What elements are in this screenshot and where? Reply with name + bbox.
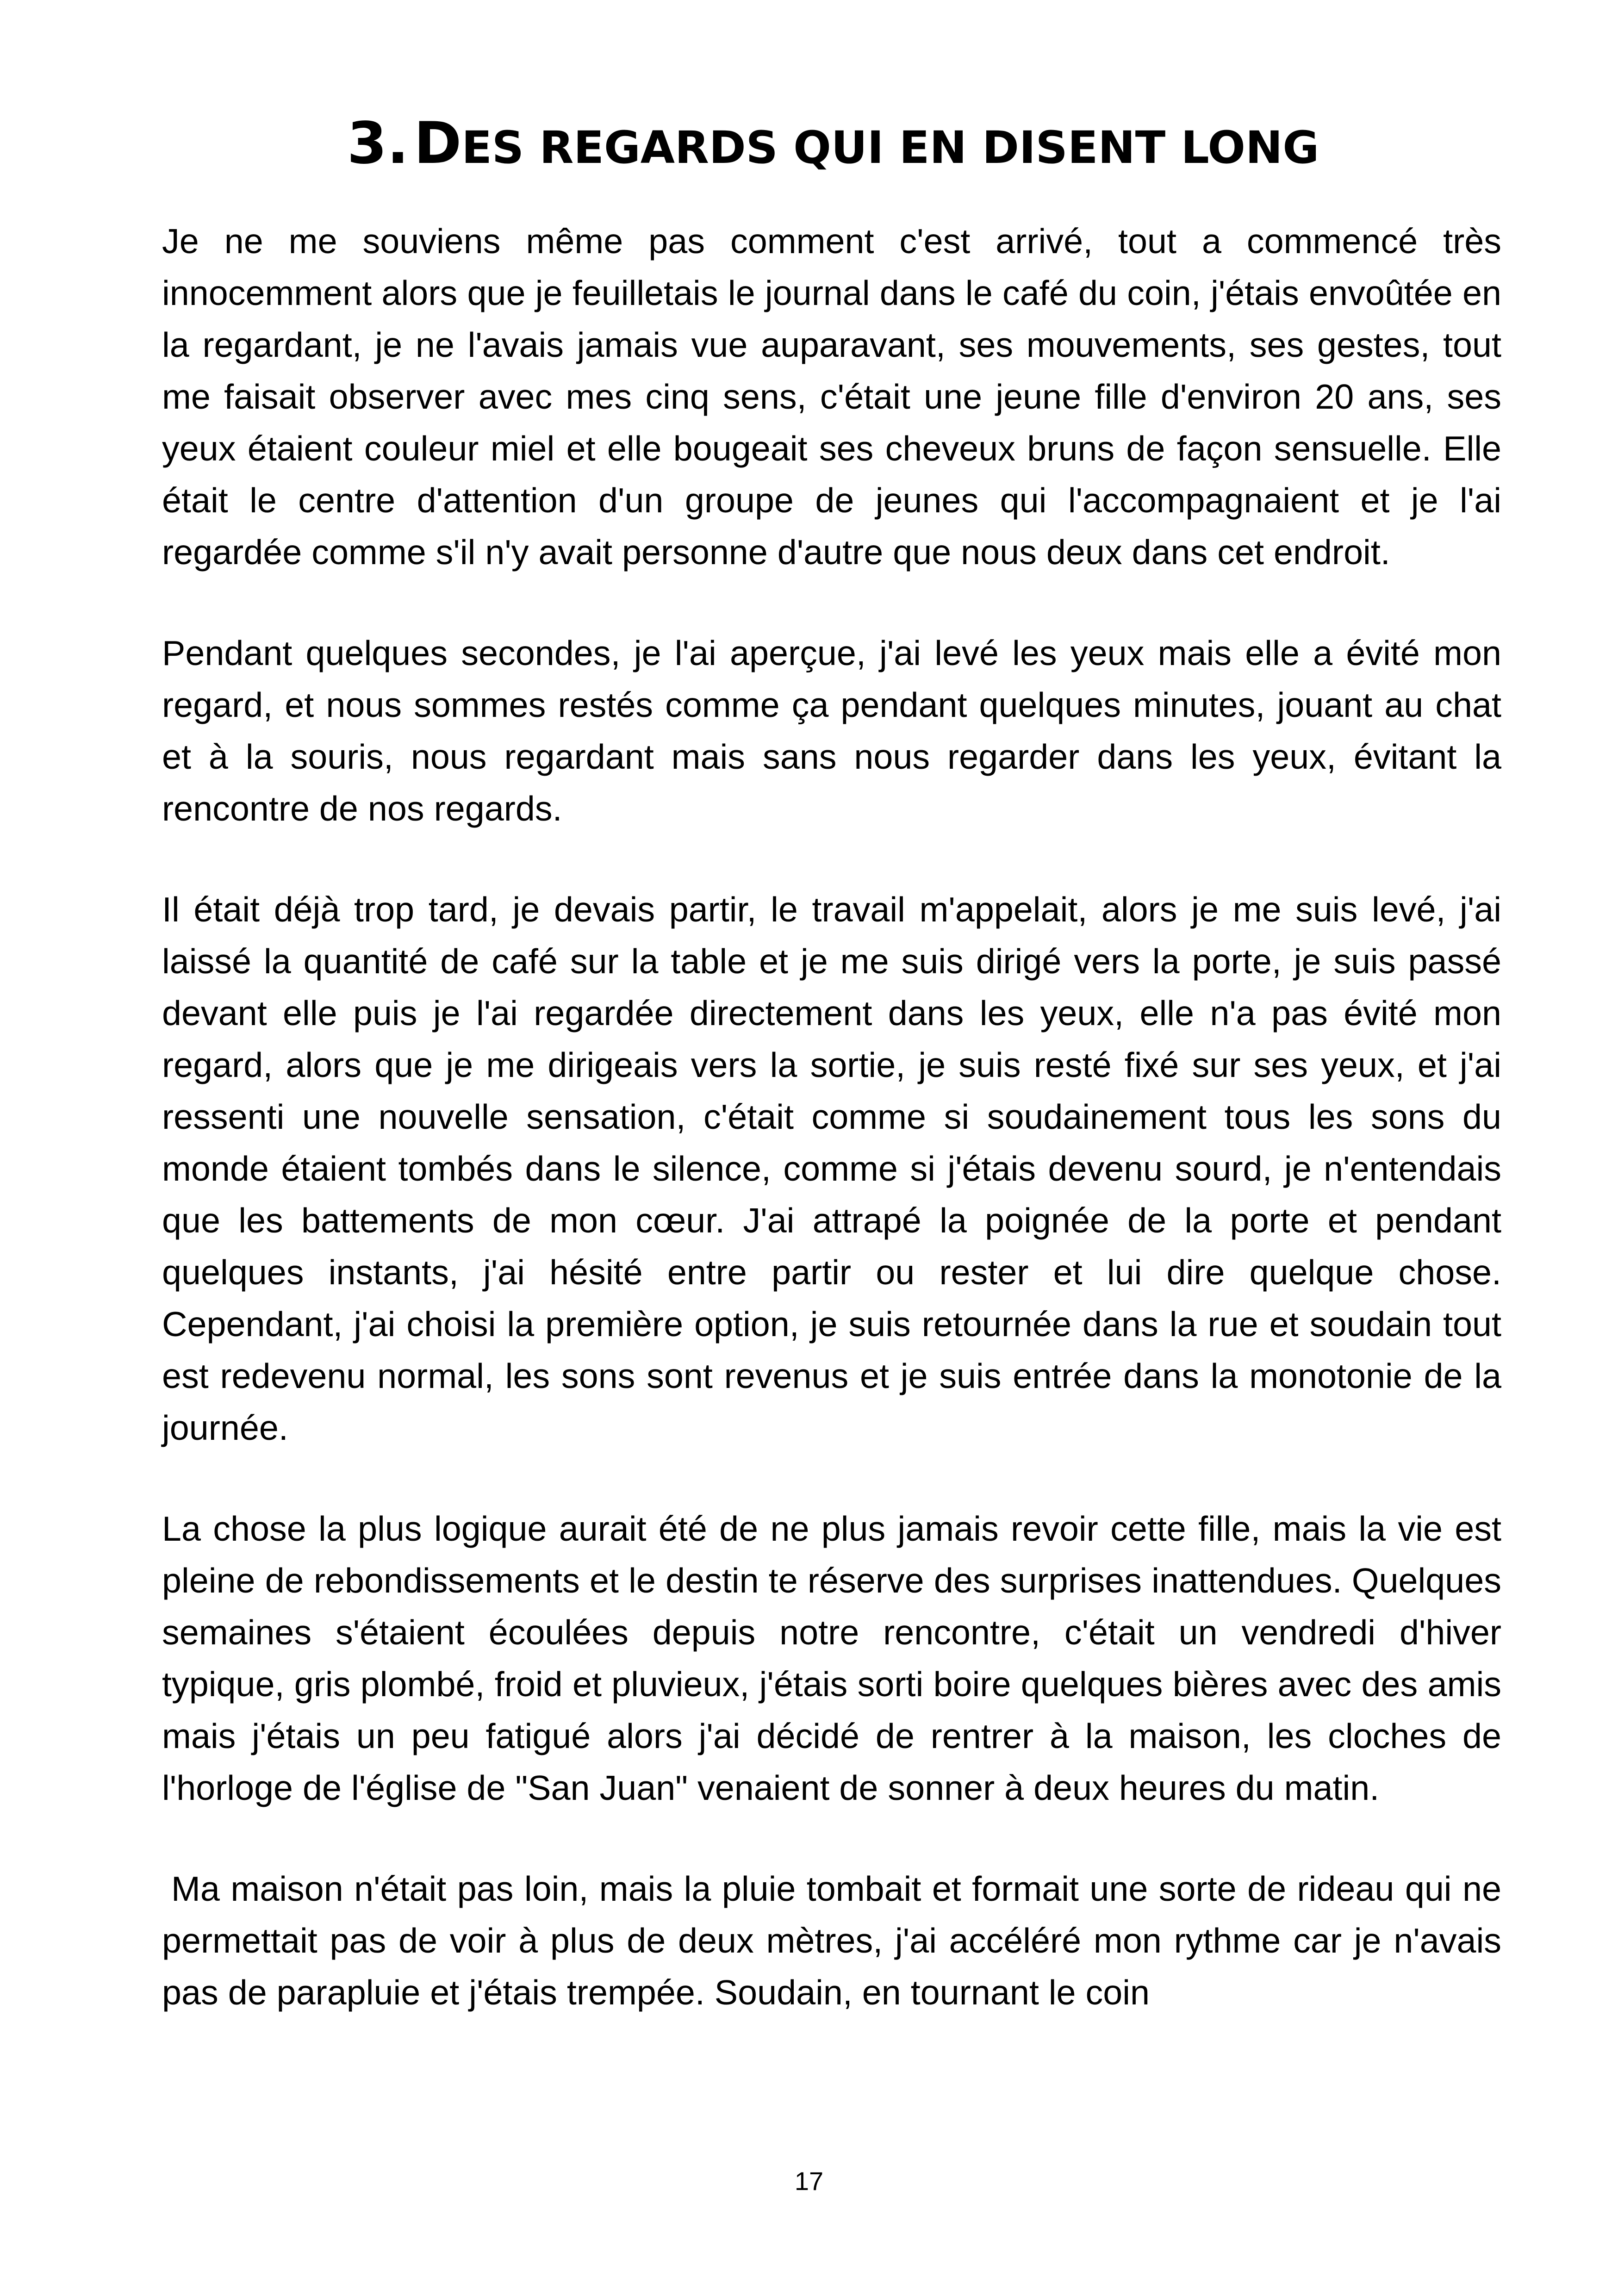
chapter-title-rest: ES REGARDS QUI EN DISENT LONG xyxy=(461,122,1319,174)
paragraph-2: Pendant quelques secondes, je l'ai aperçue, j'ai levé les yeux mais elle a évité mon regard, et nous sommes restés comme ça pendant quelques minutes, jouant au chat et à la souris, nous regardant mais sans nous regarder dans les yeux, évitant la rencontre de nos regards. xyxy=(162,634,1501,828)
chapter-title-initial: D xyxy=(414,110,462,177)
chapter-title xyxy=(162,110,1504,177)
paragraph-5: Ma maison n'était pas loin, mais la pluie tombait et formait une sorte de rideau qui ne permettait pas de voir à plus de deux mètres, j'ai accéléré mon rythme car je n'avais pas de parapluie et j'étais trempée. Soudain, en tournant le coin xyxy=(162,1869,1501,2012)
paragraph-1: Je ne me souviens même pas comment c'est arrivé, tout a commencé très innocemment alors que je feuilletais le journal dans le café du coin, j'étais envoûtée en la regardant, je ne l'avais jamais vue auparavant, ses mouvements, ses gestes, tout me faisait observer avec mes cinq sens, c'était une jeune fille d'environ 20 ans, ses yeux étaient couleur miel et elle bougeait ses cheveux bruns de façon sensuelle. Elle était le centre d'attention d'un groupe de jeunes qui l'accompagnaient et je l'ai regardée comme s'il n'y avait personne d'autre que nous deux dans cet endroit. xyxy=(162,222,1501,572)
chapter-number: 3. xyxy=(347,110,409,177)
paragraph-3: Il était déjà trop tard, je devais partir, le travail m'appelait, alors je me suis levé, j'ai laissé la quantité de café sur la table et je me suis dirigé vers la porte, je suis passé devant elle puis je l'ai regardée directement dans les yeux, elle n'a pas évité mon regard, alors que je me dirigeais vers la sortie, je suis resté fixé sur ses yeux, et j'ai ressenti une nouvelle sensation, c'était comme si soudainement tous les sons du monde étaient tombés dans le silence, comme si j'étais devenu sourd, je n'entendais que les battements de mon cœur. J'ai attrapé la poignée de la porte et pendant quelques instants, j'ai hésité entre partir ou rester et lui dire quelque chose. Cependant, j'ai choisi la première option, je suis retournée dans la rue et soudain tout est redevenu normal, les sons sont revenus et je suis entrée dans la monotonie de la journée. xyxy=(162,890,1501,1447)
body-text xyxy=(162,215,1501,2067)
page-number: 17 xyxy=(794,2166,824,2196)
paragraph-4: La chose la plus logique aurait été de ne plus jamais revoir cette fille, mais la vie est pleine de rebondissements et le destin te réserve des surprises inattendues. Quelques semaines s'étaient écoulées depuis notre rencontre, c'était un vendredi d'hiver typique, gris plombé, froid et pluvieux, j'étais sorti boire quelques bières avec des amis mais j'étais un peu fatigué alors j'ai décidé de rentrer à la maison, les cloches de l'horloge de l'église de "San Juan" venaient de sonner à deux heures du matin. xyxy=(162,1509,1501,1807)
